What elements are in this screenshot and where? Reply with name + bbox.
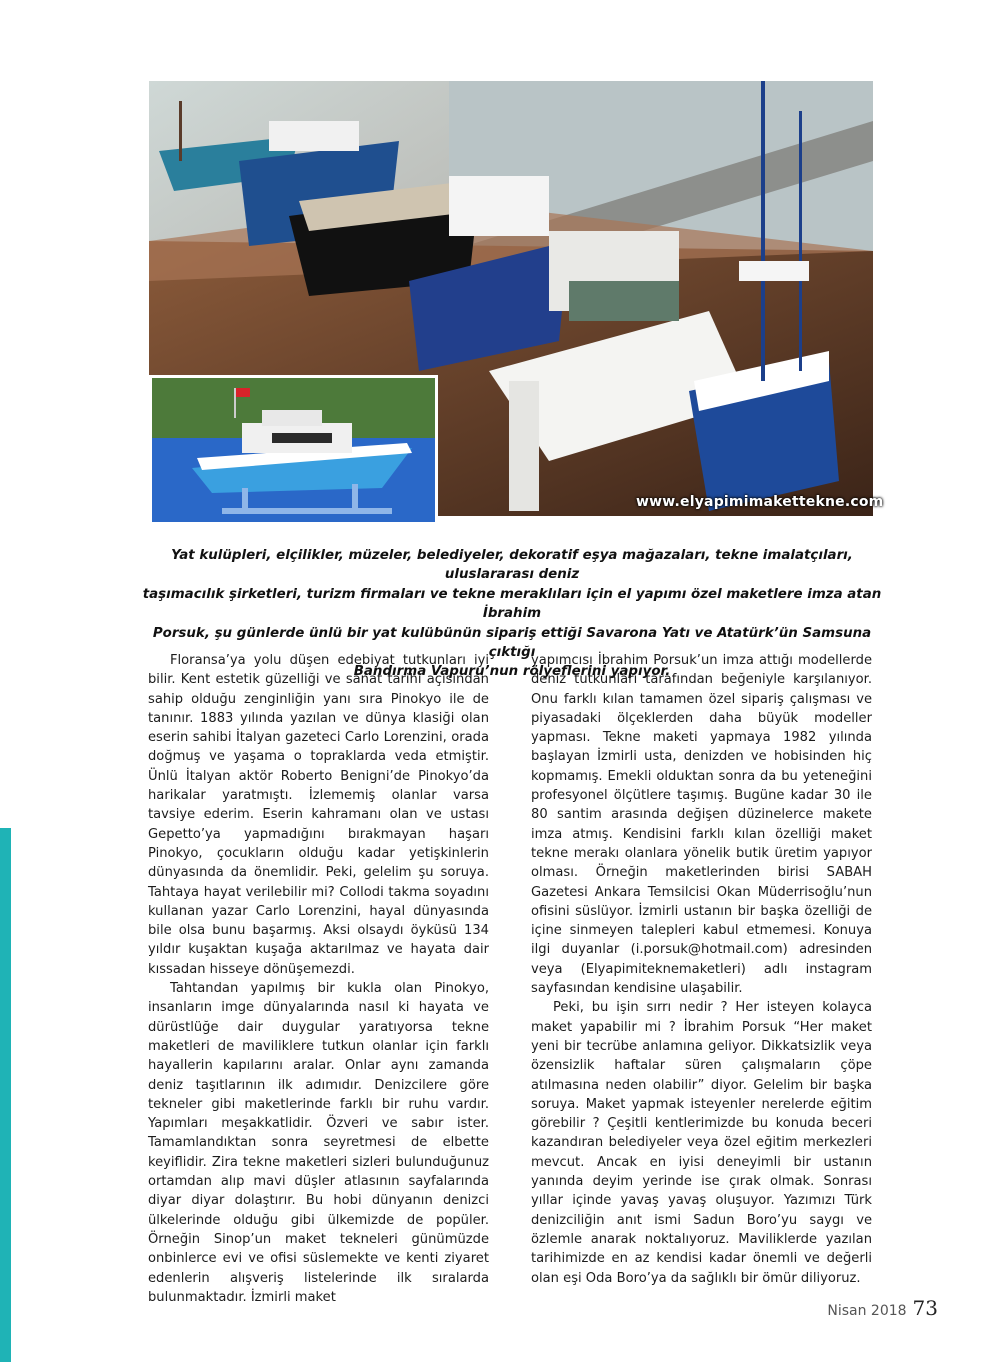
page-number: 73	[912, 1296, 938, 1320]
article-paragraph: Peki, bu işin sırrı nedir ? Her isteyen kolayca maket yapabilir mi ? İbrahim Porsuk “Her maket yeni bir tecrübe anlamına geliyor. Dikkatsizlik veya özensizlik haftalar süren çalışmaların çöpe atılmasına neden olabilir” diyor. Gelelim bir başka soruya. Maket yapmak isteyenler nerelerde eğitim görebilir ? Çeşitli kentlerimizde bu konuda beceri kazandıran belediyeler veya özel eğitim merkezleri mevcut. Ancak en iyisi deneyimli bir ustanın yanında deyim yerinde ise çırak olmak. Sonrası yıllar içinde yavaş yavaş oluşuyor. Yazımızı Türk denizciliğin anıt ismi Sadun Boro’yu saygı ve özlemle anarak noktalıyoruz. Maviliklerde yazılan tarihimizde en az kendisi kadar önemli ve değerli olan eşi Oda Boro’ya da sağlıklı bir ömür diliyoruz.	[531, 1000, 872, 1286]
article-column-left	[148, 651, 489, 1307]
article-paragraph: Tahtandan yapılmış bir kukla olan Pinokyo, insanların imge dünyalarında nasıl ki hayata ve dürüstlüğe dair duygular yaratıyorsa tekne maketleri de maviliklere tutkun olanlar için farklı hayallerin kapılarını aralar. Onlar aynı zamanda deniz taşıtlarının ilk adımıdır. Denizcilere göre tekneler gibi maketlerinde farklı bir ruhu vardır. Yapımları meşakkatlidir. Özveri ve sabır ister. Tamamlandıktan sonra seyretmesi de elbette keyiflidir. Zira tekne maketleri sizleri bulunduğunuz ortamdan alıp mavi düşler atlasının sayfalarında diyar diyar dolaştırır. Bu hobi dünyanın denizci ülkelerinde olduğu gibi ülkemizde de popüler. Örneğin Sinop’un maket tekneleri günümüzde onbinlerce evi ve ofisi süslemekte ve kenti ziyaret edenlerin alışveriş listelerinde ilk sıralarda bulunmaktadır. İzmirli maket	[148, 981, 489, 1305]
photo-watermark: www.elyapimimakettekne.com	[636, 494, 884, 510]
side-accent-bar	[0, 828, 11, 1362]
page-footer	[827, 1296, 938, 1320]
caption-line: Bandırma Vapuru’nun rölyeflerini yapıyor.	[353, 664, 671, 680]
yacht-model-illustration	[152, 378, 435, 522]
article-paragraph: Floransa’ya yolu düşen edebiyat tutkunları iyi bilir. Kent estetik güzelliği ve sanat tarihi açısından sahip olduğu zenginliğin yanı sıra Pinokyo ile de tanınır. 1883 yılında yazılan ve dünya klasiği olan eserin sahibi İtalyan gazeteci Carlo Lorenzini, orada doğmuş ve yaşama o topraklarda veda etmiştir. Ünlü İtalyan aktör Roberto Benigni’de Pinokyo’da harikalar yaratmıştı. İzlememiş olanlar varsa tavsiye ederim. Eserin kahramanı olan ve ustası Gepetto’ya yapmadığını bırakmayan haşarı Pinokyo, çocukların olduğu kadar yetişkinlerin dünyasında da önemlidir. Peki, gelelim şu soruya. Tahtaya hayat verilebilir mi? Collodi takma soyadını kullanan yazar Carlo Lorenzini, hayal dünyasında bile olsa bunu başarmış. Aksi olsaydı öyküsü 134 yıldır kuşaktan kuşağa aktarılmaz ve hayata dair kıssadan hisseye dönüşemezdi.	[148, 653, 489, 977]
caption-line: taşımacılık şirketleri, turizm firmaları ve tekne meraklıları için el yapımı özel maketlere imza atan İbrahim	[142, 586, 882, 622]
article-paragraph: yapımcısı İbrahim Porsuk’un imza attığı modellerde deniz tutkunları tarafından beğeniyle karşılanıyor. Onu farklı kılan tamamen özel sipariş çalışması ve piyasadaki ölçeklerden daha büyük modeller yapması. Tekne maketi yapmaya 1982 yılında başlayan İzmirli usta, denizden ve hobisinden hiç kopmamış. Emekli olduktan sonra da bu yeteneğini profesyonel ölçütlere taşımış. Bugüne kadar 30 ile 80 santim arasında değişen düzinelerce makete imza atmış. Kendisini farklı kılan özelliği maket tekne merakı olanlara yönelik butik üretim yapıyor olması. Örneğin maketlerinden birisi SABAH Gazetesi Ankara Temsilcisi Okan Müderrisoğlu’nun ofisini süslüyor. İzmirli ustanın bir başka özelliği de içine sinmeyen talepleri kabul etmemesi. Konuya ilgi duyanlar (i.porsuk@hotmail.com) adresinden veya (Elyapimiteknemaketleri) adlı instagram sayfasından kendisine ulaşabilir.	[531, 653, 872, 997]
inset-photo-yacht-model	[149, 375, 438, 525]
article-column-right	[531, 651, 872, 1288]
caption-line: Porsuk, şu günlerde ünlü bir yat kulübünün sipariş ettiği Savarona Yatı ve Atatürk’ün Samsuna çıktığı	[152, 625, 872, 661]
issue-date: Nisan 2018	[827, 1303, 907, 1319]
caption-line: Yat kulüpleri, elçilikler, müzeler, belediyeler, dekoratif eşya mağazaları, tekne imalatçıları, uluslararası deniz	[171, 548, 853, 583]
